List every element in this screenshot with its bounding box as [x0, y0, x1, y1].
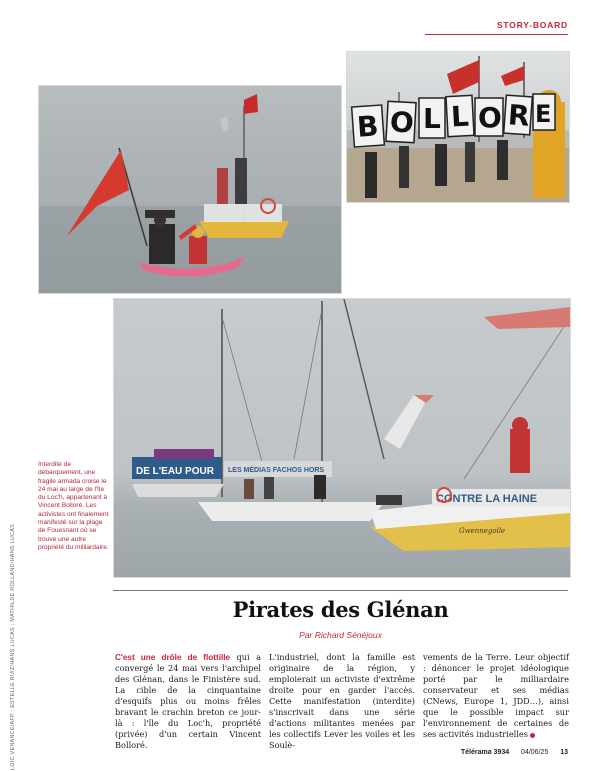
letter-2: O — [389, 105, 415, 140]
banner-right-text: CONTRE LA HAINE — [436, 493, 538, 505]
letter-3: L — [423, 102, 441, 135]
byline: Par Richard Sénéjoux — [299, 630, 382, 640]
article-column-2 — [269, 652, 415, 751]
banner-left-text: DE L'EAU POUR — [136, 466, 214, 477]
column-1-text: qui a convergé le 24 mai vers l'archipel des Glénan, dans le Finistère sud. La cible de la cinquantaine d'esquifs plus ou moins frêles bravant le crachin breton ce jour-là : l'île du Loc'h, propriété (privée) d'un certain Vincent Bolloré. — [115, 652, 261, 750]
photo-boats-banners — [113, 298, 571, 578]
article-title: Pirates des Glénan — [232, 597, 449, 622]
title-rule — [113, 590, 568, 591]
page-footer — [461, 749, 568, 756]
letter-6: R — [506, 98, 531, 133]
article-column-3 — [423, 652, 569, 740]
page-number: 13 — [560, 749, 568, 756]
section-label: STORY-BOARD — [496, 20, 568, 30]
photo-credit: LOIC VENANCE/AFP ; ESTELLE RUIZ/HANS LUCAS ; MATHILDE ROLLAND/HANS LUCAS — [10, 523, 16, 770]
photo-beach-letters — [346, 51, 570, 203]
magazine-issue: Télérama 3934 — [460, 749, 510, 756]
end-mark — [530, 733, 535, 738]
column-3-text: vements de la Terre. Leur objectif : dénoncer le projet idéologique porté par le milliardaire conservateur et ses médias (CNews, Europe 1, JDD…), ainsi que le possible impact sur l'environnement de certaines de ses activités industrielles — [423, 652, 569, 739]
banner-middle-text: LES MÉDIAS FACHOS HORS — [228, 467, 325, 474]
lead-in: C'est une drôle de flottille — [115, 653, 231, 662]
boat-name: Gwennegolle — [459, 527, 506, 535]
photo-kayak-flotilla — [38, 85, 342, 294]
letter-4: L — [450, 99, 470, 134]
letter-7: E — [535, 100, 552, 128]
letter-1: B — [355, 109, 380, 144]
photo-caption: Interdite de débarquement, une fragile armada croise le 24 mai au large de l'île du Loc'h, appartenant à Vincent Bolloré. Les activistes ont finalement manifesté sur la plage de Fouesnant où se trouve une autre propriété du milliardaire. — [38, 461, 109, 551]
issue-date: 04/06/25 — [521, 749, 549, 756]
column-2-text: L'industriel, dont la famille est originaire de la région, y emploierait un activiste d'extrême droite pour en garder l'accès. Cette manifestation (interdite) s'inscrivait dans une série d'actions militantes menées par les collectifs Lever les voiles et les Soulè- — [269, 652, 415, 750]
article-column-1 — [115, 652, 261, 751]
section-rule — [425, 34, 568, 35]
letter-5: O — [478, 101, 502, 134]
